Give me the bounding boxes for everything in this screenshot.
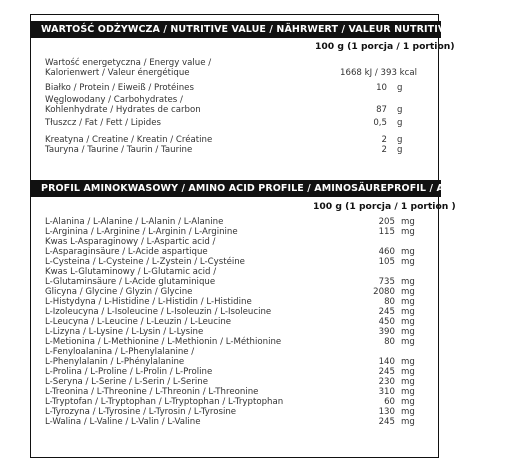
amino-value: 105 — [378, 257, 395, 267]
amino-value: 310 — [378, 387, 395, 397]
amino-unit: mg — [401, 317, 415, 327]
amino-unit: mg — [401, 327, 415, 337]
amino-row — [45, 417, 425, 427]
nutrient-value: 87 — [376, 105, 387, 115]
amino-value: 130 — [378, 407, 395, 417]
energy-label-line: Kalorienwert / Valeur énergétique — [45, 68, 190, 78]
nutrition-row — [45, 95, 425, 115]
amino-unit: mg — [401, 377, 415, 387]
amino-row — [45, 267, 425, 287]
amino-unit: mg — [401, 257, 415, 267]
amino-name-line: L-Glutaminsäure / L-Acide glutaminique — [45, 277, 216, 287]
nutrition-row — [45, 83, 425, 93]
amino-value: 245 — [378, 307, 395, 317]
amino-value: 230 — [378, 377, 395, 387]
amino-name-line: L-Phenylalanin / L-Phénylalanine — [45, 357, 185, 367]
nutrient-value: 0,5 — [373, 118, 387, 128]
nutrition-column-header: 100 g (1 porcja / 1 portion) — [315, 41, 455, 52]
amino-unit: mg — [401, 247, 415, 257]
amino-name-line: Kwas L-Glutaminowy / L-Glutamic acid / — [45, 267, 217, 277]
amino-value: 450 — [378, 317, 395, 327]
amino-unit: mg — [401, 297, 415, 307]
amino-name-line: L-Arginina / L-Arginine / L-Arginin / L-Arginine — [45, 227, 238, 237]
amino-value: 140 — [378, 357, 395, 367]
amino-value: 2080 — [373, 287, 395, 297]
amino-value: 60 — [384, 397, 395, 407]
amino-name-line: L-Fenyloalanina / L-Phenylalanine / — [45, 347, 195, 357]
amino-value: 80 — [384, 337, 395, 347]
amino-row — [45, 337, 425, 347]
amino-unit: mg — [401, 217, 415, 227]
energy-row — [45, 58, 425, 78]
amino-name-line: L-Walina / L-Valine / L-Valin / L-Valine — [45, 417, 201, 427]
amino-row — [45, 257, 425, 267]
amino-row — [45, 397, 425, 407]
amino-name-line: L-Asparaginsäure / L-Acide aspartique — [45, 247, 208, 257]
amino-value: 460 — [378, 247, 395, 257]
amino-name-line: L-Metionina / L-Methionine / L-Methionin / L-Méthionine — [45, 337, 282, 347]
amino-value: 80 — [384, 297, 395, 307]
amino-row — [45, 307, 425, 317]
amino-row — [45, 237, 425, 257]
amino-unit: mg — [401, 307, 415, 317]
amino-value: 390 — [378, 327, 395, 337]
amino-header: PROFIL AMINOKWASOWY / AMINO ACID PROFILE / AMINOSÄUREPROFIL / AMINOGRAMME — [31, 180, 441, 197]
amino-row — [45, 347, 425, 367]
amino-unit: mg — [401, 417, 415, 427]
amino-unit: mg — [401, 287, 415, 297]
energy-value: 1668 kJ / 393 kcal — [340, 68, 417, 78]
amino-name-line: Glicyna / Glycine / Glyzin / Glycine — [45, 287, 193, 297]
amino-row — [45, 317, 425, 327]
amino-column-header: 100 g (1 porcja / 1 portion ) — [313, 201, 456, 212]
amino-unit: mg — [401, 387, 415, 397]
amino-row — [45, 377, 425, 387]
amino-row — [45, 327, 425, 337]
amino-name-line: Kwas L-Asparaginowy / L-Aspartic acid / — [45, 237, 216, 247]
energy-label-line: Wartość energetyczna / Energy value / — [45, 58, 212, 68]
nutrition-row — [45, 118, 425, 128]
amino-unit: mg — [401, 277, 415, 287]
nutrient-value: 2 — [381, 135, 387, 145]
nutrient-name-line: Białko / Protein / Eiweiß / Protéines — [45, 83, 194, 93]
nutrient-name-line: Tauryna / Taurine / Taurin / Taurine — [45, 145, 193, 155]
amino-name-line: L-Histydyna / L-Histidine / L-Histidin / L-Histidine — [45, 297, 252, 307]
nutrient-unit: g — [397, 118, 403, 128]
amino-name-line: L-Lizyna / L-Lysine / L-Lysin / L-Lysine — [45, 327, 204, 337]
nutrient-name-line: Tłuszcz / Fat / Fett / Lipides — [45, 118, 161, 128]
nutrition-header: WARTOŚĆ ODŻYWCZA / NUTRITIVE VALUE / NÄHRWERT / VALEUR NUTRITIVE — [31, 21, 441, 38]
amino-unit: mg — [401, 227, 415, 237]
nutrient-unit: g — [397, 135, 403, 145]
amino-value: 115 — [378, 227, 395, 237]
amino-row — [45, 387, 425, 397]
amino-row — [45, 217, 425, 227]
amino-unit: mg — [401, 337, 415, 347]
amino-row — [45, 367, 425, 377]
amino-row — [45, 407, 425, 417]
amino-name-line: L-Treonina / L-Threonine / L-Threonin / L-Threonine — [45, 387, 259, 397]
nutrition-row — [45, 145, 425, 155]
amino-row — [45, 227, 425, 237]
amino-row — [45, 297, 425, 307]
nutrient-value: 10 — [376, 83, 387, 93]
amino-unit: mg — [401, 367, 415, 377]
nutrient-value: 2 — [381, 145, 387, 155]
nutrient-name-line: Kreatyna / Creatine / Kreatin / Créatine — [45, 135, 213, 145]
amino-unit: mg — [401, 397, 415, 407]
amino-value: 245 — [378, 417, 395, 427]
nutrient-unit: g — [397, 105, 403, 115]
amino-name-line: L-Izoleucyna / L-Isoleucine / L-Isoleuzin / L-Isoleucine — [45, 307, 272, 317]
nutrient-name-line: Kohlenhydrate / Hydrates de carbon — [45, 105, 201, 115]
amino-name-line: L-Tryptofan / L-Tryptophan / L-Tryptophan / L-Tryptophan — [45, 397, 284, 407]
amino-value: 735 — [378, 277, 395, 287]
nutrition-row — [45, 135, 425, 145]
nutrient-unit: g — [397, 145, 403, 155]
amino-unit: mg — [401, 357, 415, 367]
amino-name-line: L-Alanina / L-Alanine / L-Alanin / L-Alanine — [45, 217, 224, 227]
amino-name-line: L-Tyrozyna / L-Tyrosine / L-Tyrosin / L-Tyrosine — [45, 407, 237, 417]
amino-name-line: L-Cysteina / L-Cysteine / L-Zystein / L-Cystéine — [45, 257, 245, 267]
nutrient-unit: g — [397, 83, 403, 93]
nutrient-name-line: Węglowodany / Carbohydrates / — [45, 95, 183, 105]
amino-name-line: L-Prolina / L-Proline / L-Prolin / L-Proline — [45, 367, 213, 377]
amino-row — [45, 287, 425, 297]
amino-name-line: L-Leucyna / L-Leucine / L-Leuzin / L-Leucine — [45, 317, 232, 327]
nutrition-label — [30, 14, 522, 458]
amino-value: 205 — [378, 217, 395, 227]
amino-value: 245 — [378, 367, 395, 377]
amino-name-line: L-Seryna / L-Serine / L-Serin / L-Serine — [45, 377, 209, 387]
amino-unit: mg — [401, 407, 415, 417]
